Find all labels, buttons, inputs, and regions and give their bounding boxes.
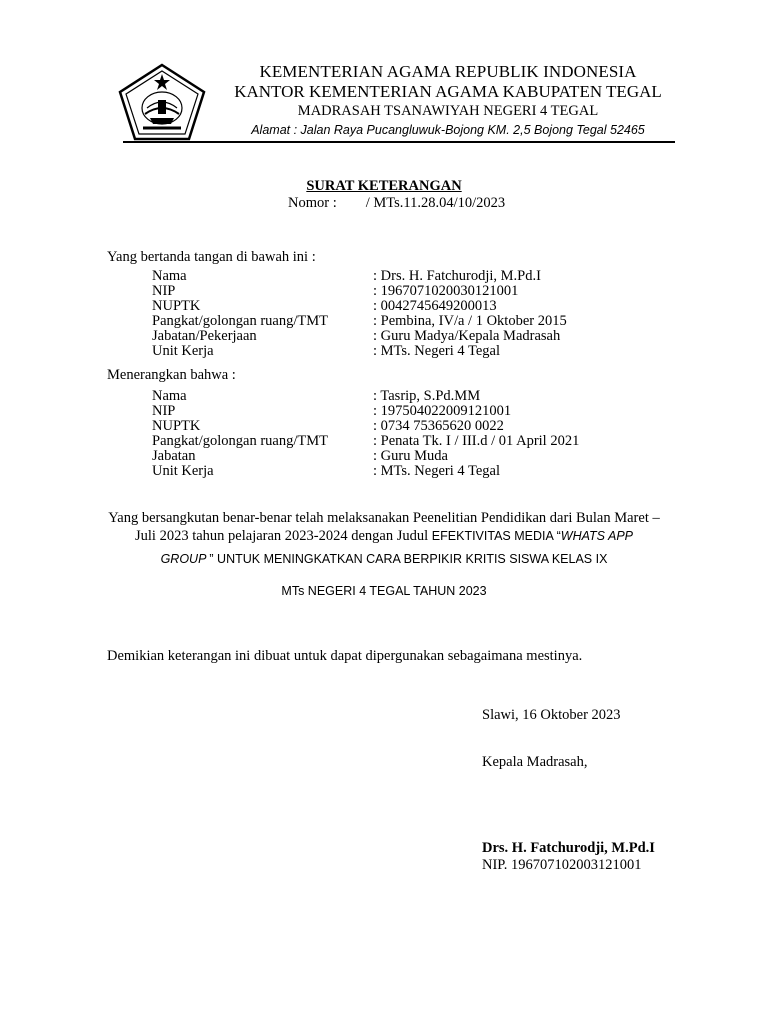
- letterhead-school: MADRASAH TSANAWIYAH NEGERI 4 TEGAL: [297, 103, 599, 119]
- signature-place-date: Slawi, 16 Oktober 2023: [482, 707, 621, 723]
- field-value: : 197504022009121001: [373, 403, 512, 419]
- letterhead-ministry: KEMENTERIAN AGAMA REPUBLIK INDONESIA: [259, 62, 637, 81]
- letterhead-office: KANTOR KEMENTERIAN AGAMA KABUPATEN TEGAL: [234, 82, 662, 101]
- letterhead: [228, 62, 668, 140]
- field-value: : Guru Muda: [373, 448, 448, 464]
- letter-title: [0, 178, 768, 195]
- signature-position: Kepala Madrasah,: [482, 754, 588, 770]
- field-label: Jabatan: [152, 448, 196, 464]
- signature-nip: NIP. 196707102003121001: [482, 857, 642, 873]
- intro-text: Yang bertanda tangan di bawah ini :: [107, 249, 316, 265]
- field-value: : MTs. Negeri 4 Tegal: [373, 343, 500, 359]
- letter-title-text: SURAT KETERANGAN: [306, 178, 462, 194]
- field-value: : Pembina, IV/a / 1 Oktober 2015: [373, 313, 567, 329]
- field-label: NIP: [152, 403, 176, 419]
- field-value: : Tasrip, S.Pd.MM: [373, 388, 481, 404]
- body-line-3: [0, 552, 768, 566]
- field-value: : 196707102003012100​1: [373, 283, 519, 299]
- body-line-3-italic: GROUP: [160, 552, 210, 566]
- letterhead-address: Alamat : Jalan Raya Pucangluwuk-Bojong KM. 2,5 Bojong Tegal 52465: [251, 123, 645, 137]
- field-label: NIP: [152, 283, 176, 299]
- body-line-2: [0, 528, 768, 545]
- body-line-2-sans: EFEKTIVITAS MEDIA “: [431, 529, 561, 543]
- body-line-4: MTs NEGERI 4 TEGAL TAHUN 2023: [281, 584, 487, 598]
- body-line-1: Yang bersangkutan benar-benar telah melaksanakan Peenelitian Pendidikan dari Bulan Maret –: [108, 510, 660, 526]
- field-label: Unit Kerja: [152, 463, 214, 479]
- body-line-3-rest: ” UNTUK MENINGKATKAN CARA BERPIKIR KRITIS SISWA KELAS IX: [209, 552, 608, 566]
- field-value: : MTs. Negeri 4 Tegal: [373, 463, 500, 479]
- body-line-2-serif: Juli 2023 tahun pelajaran 2023-2024 dengan Judul: [135, 528, 432, 544]
- field-value: : 0734 75365620 0022: [373, 418, 504, 434]
- field-value: : Drs. H. Fatchurodji, M.Pd.I: [373, 268, 541, 284]
- body-line-2-italic: WHATS APP: [560, 529, 633, 543]
- field-value: : Penata Tk. I / III.d / 01 April 2021: [373, 433, 580, 449]
- declare-text: Menerangkan bahwa :: [107, 367, 236, 383]
- field-label: Pangkat/golongan ruang/TMT: [152, 313, 328, 329]
- field-label: NUPTK: [152, 418, 201, 434]
- signature-name: Drs. H. Fatchurodji, M.Pd.I: [482, 840, 655, 856]
- field-value: : Guru Madya/Kepala Madrasah: [373, 328, 561, 344]
- field-value: : 0042745649200013: [373, 298, 497, 314]
- field-label: Nama: [152, 268, 187, 284]
- field-label: Nama: [152, 388, 187, 404]
- field-label: Pangkat/golongan ruang/TMT: [152, 433, 328, 449]
- field-label: NUPTK: [152, 298, 201, 314]
- letter-number: Nomor : / MTs.11.28.04/10/2023: [288, 195, 506, 211]
- field-label: Unit Kerja: [152, 343, 214, 359]
- field-label: Jabatan/Pekerjaan: [152, 328, 257, 344]
- letterhead-divider: [123, 141, 675, 143]
- kemenag-emblem-icon: [117, 62, 207, 142]
- closing-text: Demikian keterangan ini dibuat untuk dapat dipergunakan sebagaimana mestinya.: [107, 648, 583, 664]
